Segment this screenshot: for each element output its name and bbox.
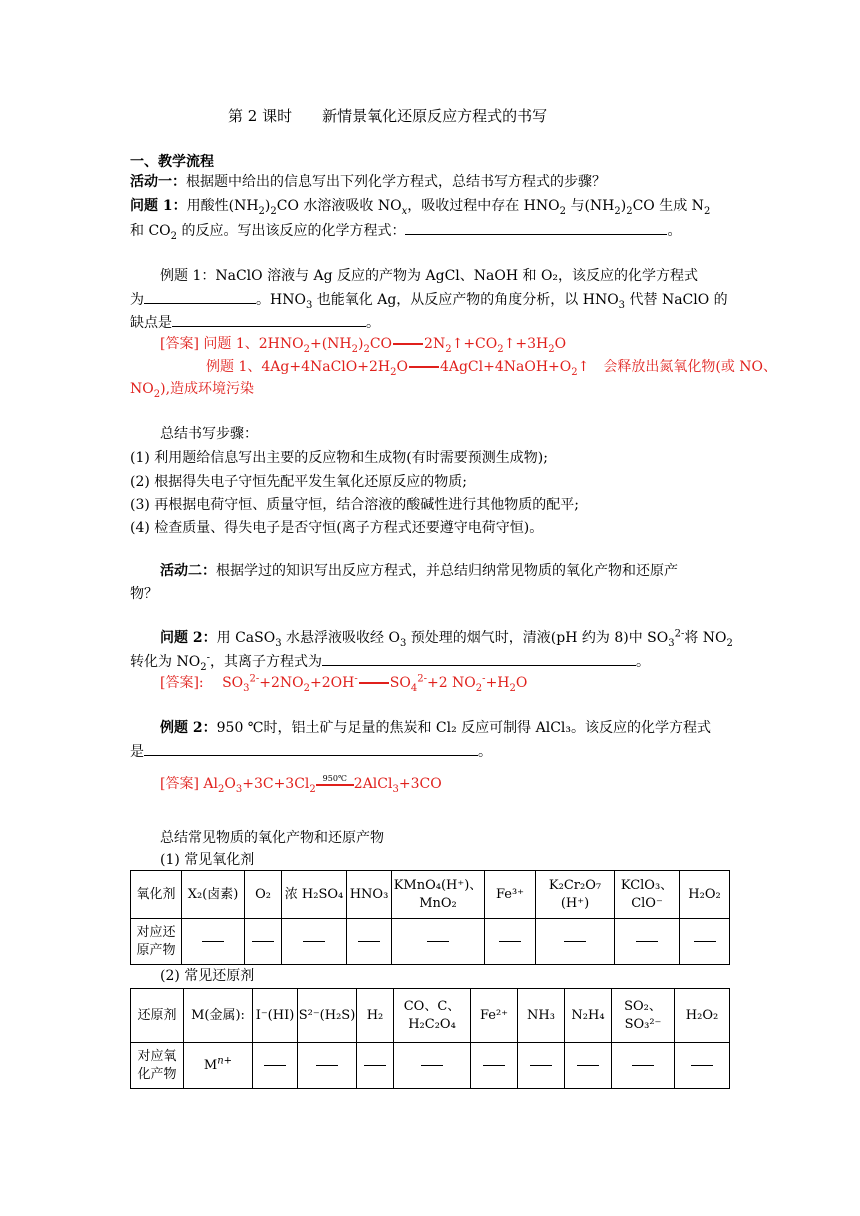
table-header: HNO₃ [347,871,392,919]
table-header: NH₃ [518,989,565,1043]
table1-caption: (1) 常见氧化剂 [160,852,255,868]
table-cell[interactable] [347,919,392,965]
table-cell[interactable] [536,919,615,965]
page-title: 第 2 课时 新情景氧化还原反应方程式的书写 [228,107,548,125]
table-header: Fe³⁺ [485,871,536,919]
table-cell[interactable] [675,1043,730,1089]
table-header: 还原剂 [131,989,184,1043]
summary2-title: 总结常见物质的氧化产物和还原产物 [160,830,384,846]
table-header: KClO₃、 ClO⁻ [615,871,680,919]
answer2: [答案]: $SO_3^{2-}+2NO_2+2OH^-$ $SO_4^{2-}+2$ $NO_2^-+H_2O$ [160,673,528,694]
question2-line2: 转化为 $NO_2^-$，其离子方程式为 。 [130,652,650,673]
table-header: H₂O₂ [680,871,730,919]
table-header: S²⁻(H₂S) [298,989,357,1043]
table-header: SO₂、 SO₃²⁻ [612,989,675,1043]
table-cell[interactable] [245,919,282,965]
table-cell[interactable] [394,1043,471,1089]
answer1-line2: 例题 1、$4Ag+4NaClO+2H_2O$ $4AgCl+4NaOH+O_2↑$ 会释放出氮氧化物(或 NO、 [206,359,778,378]
answer1-line3: $NO_2$),造成环境污染 [130,381,255,400]
example2-line1: 例题 2：950 ℃时，铝土矿与足量的焦炭和 Cl₂ 反应可制得 AlCl₃。该反应的化学方程式 [160,720,711,736]
table-header: KMnO₄(H⁺)、 MnO₂ [392,871,485,919]
example2-line2: 是 。 [130,741,492,762]
summary1-title: 总结书写步骤： [160,426,258,442]
table-header: H₂ [357,989,394,1043]
question2-line1: 问题 2：用 CaSO$_3$ 水悬浮液吸收经 $O_3$ 预处理的烟气时，清液(pH 约为 8)中 $SO_3^{2-}$将 $NO_2$ [160,628,733,649]
table-header: O₂ [245,871,282,919]
activity2-line1: 活动二：根据学过的知识写出反应方程式，并总结归纳常见物质的氧化产物和还原产 [160,563,678,579]
table-cell[interactable] [680,919,730,965]
table-header: M(金属): [184,989,253,1043]
table-header: N₂H₄ [565,989,612,1043]
reductants-table [130,988,730,1089]
example1-line1: 例题 1：NaClO 溶液与 Ag 反应的产物为 AgCl、NaOH 和 O₂，该反应的化学方程式 [160,268,699,284]
summary1-step: (2) 根据得失电子守恒先配平发生氧化还原反应的物质; [130,474,467,490]
table-header: 浓 H₂SO₄ [282,871,347,919]
answer-blank[interactable] [172,312,366,327]
row-label: 对应氧 化产物 [131,1043,184,1089]
table-cell[interactable] [518,1043,565,1089]
oxidants-table [130,870,730,965]
table-header: I⁻(HI) [253,989,298,1043]
table-cell[interactable] [298,1043,357,1089]
answer-blank[interactable] [405,220,667,235]
table-header: X₂(卤素) [182,871,245,919]
table-header: Fe²⁺ [471,989,518,1043]
answer3: [答案] $Al_2O_3+3C+3Cl_2$ 950℃ 2AlCl$_3$+3CO [160,774,442,795]
summary1-step: (4) 检查质量、得失电子是否守恒(离子方程式还要遵守电荷守恒)。 [130,520,544,536]
example1-line2: 为 。$HNO_3$ 也能氧化 Ag，从反应产物的角度分析，以 $HNO_3$ 代替 NaClO 的 [130,289,728,310]
answer-blank[interactable] [144,741,478,756]
question1-line2: 和 $CO_2$ 的反应。写出该反应的化学方程式： 。 [130,220,681,241]
table-cell[interactable] [565,1043,612,1089]
answer-blank[interactable] [144,289,256,304]
table-cell[interactable] [612,1043,675,1089]
table-header: H₂O₂ [675,989,730,1043]
activity2-line2: 物？ [130,586,158,602]
summary1-step: (1) 利用题给信息写出主要的反应物和生成物(有时需要预测生成物); [130,450,548,466]
table-cell[interactable] [282,919,347,965]
table-cell[interactable] [182,919,245,965]
table-header: 氧化剂 [131,871,182,919]
section-heading: 一、教学流程 [130,154,214,170]
answer-blank[interactable] [322,651,636,666]
table-cell[interactable] [471,1043,518,1089]
summary1-step: (3) 再根据电荷守恒、质量守恒，结合溶液的酸碱性进行其他物质的配平; [130,497,579,513]
row-label: 对应还 原产物 [131,919,182,965]
table-cell[interactable] [357,1043,394,1089]
table-cell: $M^{n+}$ [184,1043,253,1089]
table-cell[interactable] [253,1043,298,1089]
answer1-line1: [答案] 问题 1、$2HNO_2+(NH_2)_2CO$ $2N_2↑+CO_2↑+3H_2O$ [160,336,567,355]
table-cell[interactable] [615,919,680,965]
activity1: 活动一：根据题中给出的信息写出下列化学方程式，总结书写方程式的步骤？ [130,174,606,190]
table2-caption: (2) 常见还原剂 [160,968,255,984]
table-header: K₂Cr₂O₇ (H⁺) [536,871,615,919]
reaction-condition: 950℃ [316,777,354,791]
table-cell[interactable] [485,919,536,965]
question1-line1: 问题 1：用酸性$(NH_2)_2CO$ 水溶液吸收 $NO_x$，吸收过程中存在 $HNO_2$ 与$(NH_2)_2CO$ 生成 $N_2$ [130,198,711,217]
table-cell[interactable] [392,919,485,965]
table-header: CO、C、 H₂C₂O₄ [394,989,471,1043]
example1-line3: 缺点是 。 [130,312,380,333]
